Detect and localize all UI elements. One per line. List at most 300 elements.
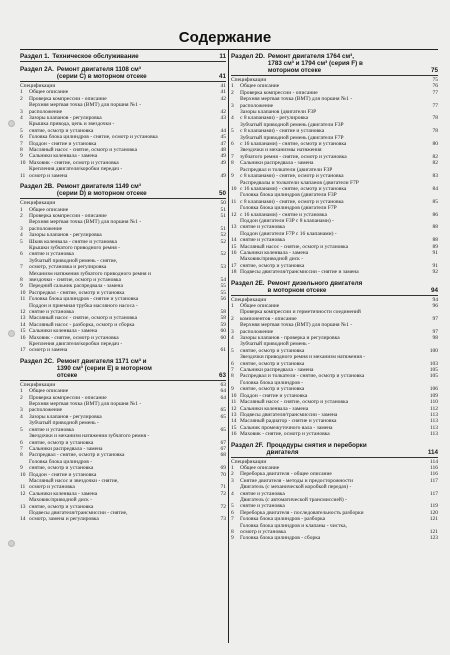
toc-item[interactable] bbox=[231, 431, 438, 437]
item-title: Масляный насос - снятие, осмотр и установка bbox=[29, 315, 138, 322]
item-title: Зубчатый приводной ремень (двигатели F3P с 8 клапанами) - снятие и установка bbox=[240, 121, 344, 135]
item-page-number: 94 bbox=[432, 296, 438, 303]
item-title: Головка блока цилиндров (двигатели F3P с 8 клапанами) - снятие, осмотр и установка bbox=[240, 192, 344, 205]
item-number: 12 bbox=[231, 211, 237, 218]
item-number: 11 bbox=[20, 484, 26, 491]
item-title: Зубчатый приводной ремень - снятие, осмотр, установка и регулировка bbox=[29, 257, 118, 271]
section-page-number: 63 bbox=[218, 371, 226, 379]
item-number: 5 bbox=[231, 503, 234, 510]
item-number: 7 bbox=[231, 516, 234, 523]
toc-item[interactable] bbox=[20, 121, 226, 134]
item-number: 5 bbox=[231, 347, 234, 354]
item-title: Масляный насос - снятие, осмотр и установка bbox=[29, 147, 138, 154]
toc-section bbox=[231, 278, 438, 438]
item-title: Зубчатый приводной ремень - снятие, осмотр и установка bbox=[240, 341, 310, 354]
section-title: Процедуры снятия и переборки двигателя bbox=[266, 441, 367, 456]
item-title: Поддон - снятие и установка bbox=[29, 471, 97, 478]
item-page-number: 65 bbox=[220, 426, 226, 433]
item-page-number: 51 bbox=[220, 225, 226, 232]
item-title: Спецификации bbox=[20, 83, 56, 89]
item-page-number: 96 bbox=[432, 303, 438, 309]
binder-hole bbox=[8, 540, 15, 547]
item-number: 7 bbox=[20, 445, 23, 452]
toc-item[interactable] bbox=[20, 341, 226, 354]
item-page-number: 120 bbox=[429, 509, 438, 516]
item-page-number: 83 bbox=[432, 173, 438, 180]
toc-item[interactable] bbox=[20, 510, 226, 523]
item-number: 7 bbox=[20, 264, 23, 271]
item-number: 11 bbox=[20, 296, 26, 303]
item-number: 3 bbox=[20, 225, 23, 232]
item-number: 6 bbox=[20, 251, 23, 258]
section-page-number: 75 bbox=[430, 67, 438, 74]
item-page-number: 43 bbox=[220, 115, 226, 122]
item-number: 11 bbox=[20, 172, 26, 179]
toc-item[interactable] bbox=[231, 322, 438, 335]
item-number: 6 bbox=[231, 509, 234, 516]
item-page-number: 85 bbox=[432, 198, 438, 205]
item-page-number: 42 bbox=[220, 108, 226, 115]
item-page-number: 53 bbox=[220, 264, 226, 271]
section-number: Раздел 2F. bbox=[231, 441, 264, 449]
item-title: Распредвалы и толкатели клапанов (двигатели F7P с 16 клапанами) - снятие, осмотр и установка bbox=[240, 179, 359, 192]
item-number: 10 bbox=[231, 185, 237, 192]
toc-item[interactable] bbox=[231, 497, 438, 510]
item-title: Общее описание bbox=[29, 388, 69, 395]
item-page-number: 91 bbox=[432, 249, 438, 256]
section-heading[interactable] bbox=[231, 440, 438, 458]
toc-item[interactable] bbox=[20, 433, 226, 446]
item-page-number: 51 bbox=[220, 206, 226, 213]
toc-item[interactable] bbox=[20, 219, 226, 232]
item-title: Распредвал - снятие, осмотр и установка bbox=[29, 452, 125, 459]
item-number: 11 bbox=[231, 198, 237, 205]
item-number: 4 bbox=[20, 413, 23, 420]
item-number: 9 bbox=[231, 386, 234, 393]
item-number: 9 bbox=[20, 465, 23, 472]
item-page-number: 88 bbox=[432, 237, 438, 244]
item-page-number: 77 bbox=[432, 102, 438, 109]
section-item-list bbox=[20, 82, 226, 179]
item-title: Крышка привода, цепь и звездочки - снятие, осмотр и установка bbox=[29, 121, 115, 134]
item-title: Подвесы двигателя/трансмиссии - замена bbox=[240, 411, 338, 418]
item-title: Головка блока цилиндров (двигатели F7P с 16 клапанами) - снятие и установка bbox=[240, 205, 337, 218]
section-number: Раздел 1. bbox=[20, 53, 50, 60]
item-page-number: 116 bbox=[429, 471, 438, 478]
item-number: 12 bbox=[20, 309, 26, 315]
item-page-number: 54 bbox=[220, 276, 226, 283]
item-number: 1 bbox=[20, 388, 23, 395]
toc-item[interactable] bbox=[20, 478, 226, 491]
section-item-list bbox=[20, 199, 226, 354]
item-page-number: 60 bbox=[220, 328, 226, 335]
item-number: 3 bbox=[231, 102, 234, 109]
item-page-number: 55 bbox=[220, 289, 226, 296]
item-title: Поддон и приемная трубка масляного насоса - снятие и установка bbox=[29, 302, 138, 315]
item-page-number: 42 bbox=[220, 95, 226, 102]
item-page-number: 64 bbox=[220, 388, 226, 395]
section-item-list bbox=[20, 381, 226, 523]
item-number: 7 bbox=[20, 140, 23, 147]
item-page-number: 65 bbox=[220, 413, 226, 420]
item-page-number: 121 bbox=[429, 516, 438, 523]
item-page-number: 113 bbox=[429, 418, 438, 425]
item-title: Зубчатый приводной ремень - снятие и установка bbox=[29, 420, 99, 433]
toc-item[interactable] bbox=[20, 245, 226, 258]
section-title: Ремонт дизельного двигателя в моторном отсеке bbox=[267, 279, 363, 294]
item-title: Общее описание bbox=[29, 206, 69, 213]
item-title: Зазоры клапанов - регулировка bbox=[29, 115, 102, 122]
item-title: Маховик - снятие, осмотр и установка bbox=[29, 159, 119, 166]
item-title: Крепления двигателя/коробки передач - осмотр и замена bbox=[29, 341, 123, 354]
toc-item[interactable] bbox=[231, 192, 438, 205]
item-number: 6 bbox=[231, 141, 234, 148]
binder-hole bbox=[8, 330, 15, 337]
section-page-number: 11 bbox=[219, 53, 226, 60]
item-title: Спецификации bbox=[231, 296, 267, 303]
item-number: 9 bbox=[231, 535, 234, 542]
item-number: 1 bbox=[20, 89, 23, 96]
item-page-number: 49 bbox=[220, 153, 226, 160]
item-title: Спецификации bbox=[231, 77, 267, 83]
item-page-number: 59 bbox=[220, 321, 226, 328]
item-number: 2 bbox=[231, 471, 234, 478]
item-title: Механизм натяжения зубчатого приводного ремня и звездочки - снятие, осмотр и установка bbox=[29, 270, 151, 283]
item-title: Масляный насос - разборка, осмотр и сборка bbox=[29, 321, 135, 328]
item-page-number: 49 bbox=[220, 172, 226, 179]
item-title: Крепления двигателя/коробки передач - осмотр и замена bbox=[29, 166, 123, 179]
section-number: Раздел 2D. bbox=[231, 53, 265, 60]
item-page-number: 63 bbox=[220, 381, 226, 388]
item-page-number: 92 bbox=[432, 269, 438, 276]
item-title: Зазоры клапанов - регулировка bbox=[29, 413, 102, 420]
section-heading[interactable] bbox=[20, 51, 226, 62]
section-item-list bbox=[231, 76, 438, 276]
item-number: 4 bbox=[20, 115, 23, 122]
item-page-number: 98 bbox=[432, 335, 438, 342]
item-title: Головка блока цилиндров - снятие и установка bbox=[29, 296, 139, 303]
toc-item[interactable] bbox=[231, 309, 438, 322]
item-page-number: 70 bbox=[220, 471, 226, 478]
toc-item[interactable] bbox=[20, 102, 226, 115]
item-page-number: 114 bbox=[429, 458, 438, 465]
item-page-number: 113 bbox=[429, 424, 438, 431]
item-title: Распредвал - снятие, осмотр и установка bbox=[29, 289, 125, 296]
item-number: 16 bbox=[20, 334, 26, 341]
item-title: Головка блока цилиндров - сборка bbox=[240, 535, 321, 542]
item-title: Проверка компрессии - описание bbox=[29, 394, 107, 401]
item-page-number: 68 bbox=[220, 452, 226, 459]
item-title: Поддон - снятие и установка bbox=[240, 392, 308, 399]
item-page-number: 44 bbox=[220, 127, 226, 134]
item-number: 8 bbox=[231, 529, 234, 535]
toc-item[interactable] bbox=[231, 354, 438, 367]
toc-item[interactable] bbox=[20, 258, 226, 271]
item-page-number: 49 bbox=[220, 159, 226, 166]
section-title: Ремонт двигателя 1149 см³ (серии D) в моторном отсеке bbox=[56, 183, 147, 198]
item-title: Общее описание bbox=[29, 89, 69, 96]
item-title: Поддон (двигатели F3P с 8 клапанами) - снятие и установка bbox=[240, 217, 334, 231]
page-title: Содержание bbox=[178, 29, 272, 46]
item-number: 13 bbox=[231, 224, 237, 231]
item-title: Подвесы двигателя/трансмиссии - снятие и замена bbox=[240, 269, 359, 276]
item-page-number: 86 bbox=[432, 211, 438, 218]
item-title: Подвесы двигателя/трансмиссии - снятие, осмотр, замена и регулировка bbox=[29, 509, 128, 523]
item-title: Сальник промежуточного вала - замена bbox=[240, 424, 333, 431]
item-number: 16 bbox=[231, 249, 237, 256]
item-number: 5 bbox=[20, 127, 23, 134]
right-column bbox=[231, 51, 438, 544]
toc-item[interactable] bbox=[20, 271, 226, 284]
item-number: 10 bbox=[20, 289, 26, 296]
item-title: Двигатель (с механической коробкой передач) - снятие и установка bbox=[240, 484, 352, 497]
item-page-number: 69 bbox=[220, 465, 226, 472]
item-number: 7 bbox=[231, 153, 234, 160]
item-page-number: 52 bbox=[220, 238, 226, 245]
toc-item[interactable] bbox=[231, 269, 438, 275]
item-number: 1 bbox=[231, 83, 234, 90]
item-title: Верхняя мертвая точка (ВМТ) для поршня №1 - расположение bbox=[240, 96, 353, 109]
toc-item[interactable] bbox=[231, 96, 438, 109]
item-title: Зазоры клапанов - регулировка bbox=[29, 232, 102, 239]
item-title: Снятие двигателя - методы и предосторожности bbox=[240, 477, 353, 484]
toc-item[interactable] bbox=[231, 341, 438, 354]
item-number: 5 bbox=[20, 426, 23, 433]
item-page-number: 58 bbox=[220, 309, 226, 315]
toc-item[interactable] bbox=[231, 484, 438, 497]
item-number: 5 bbox=[20, 238, 23, 245]
item-page-number: 56 bbox=[220, 296, 226, 303]
toc-item[interactable] bbox=[20, 459, 226, 472]
item-title: Маховик - снятие, осмотр и установка bbox=[240, 431, 330, 438]
item-title: Передний сальник распредвала - замена bbox=[29, 283, 123, 290]
toc-item[interactable] bbox=[231, 231, 438, 244]
toc-item[interactable] bbox=[20, 166, 226, 179]
item-page-number: 121 bbox=[429, 529, 438, 535]
item-number: 13 bbox=[231, 411, 237, 418]
item-title: Головка блока цилиндров - разборка bbox=[240, 516, 326, 523]
item-title: Зазоры клапанов - проверка и регулировка bbox=[240, 335, 340, 342]
column-divider bbox=[228, 49, 229, 643]
item-title: Сальники распредвала - замена bbox=[29, 445, 103, 452]
item-number: 6 bbox=[20, 134, 23, 141]
item-page-number: 117 bbox=[429, 490, 438, 497]
item-number: 17 bbox=[20, 347, 26, 354]
item-page-number: 105 bbox=[429, 367, 438, 374]
item-title: Зубчатый приводной ремень (двигатели F7P с 16 клапанами) - снятие, осмотр и установка bbox=[240, 134, 347, 148]
item-title: Спецификации bbox=[20, 200, 56, 207]
item-page-number: 61 bbox=[220, 347, 226, 354]
item-number: 7 bbox=[231, 367, 234, 374]
item-title: Проверка компрессии - описание bbox=[29, 212, 107, 219]
toc-item[interactable] bbox=[231, 135, 438, 148]
item-title: Спецификации bbox=[231, 458, 267, 465]
item-page-number: 105 bbox=[429, 373, 438, 380]
toc-item[interactable] bbox=[231, 167, 438, 180]
item-page-number: 67 bbox=[220, 445, 226, 452]
item-title: Звездочки и механизмы натяжения зубчатого ремня - снятие, осмотр и установка bbox=[240, 147, 347, 160]
item-page-number: 73 bbox=[220, 516, 226, 523]
item-number: 10 bbox=[231, 392, 237, 399]
item-title: Сальники коленвала - замена bbox=[29, 153, 98, 160]
item-number: 8 bbox=[231, 160, 234, 167]
toc-item[interactable] bbox=[231, 523, 438, 536]
toc-item[interactable] bbox=[231, 109, 438, 122]
toc-item[interactable] bbox=[20, 497, 226, 510]
item-number: 15 bbox=[231, 424, 237, 431]
item-number: 8 bbox=[20, 147, 23, 154]
item-page-number: 116 bbox=[429, 464, 438, 471]
item-page-number: 112 bbox=[429, 405, 438, 412]
section-item-list bbox=[231, 296, 438, 438]
item-page-number: 77 bbox=[432, 89, 438, 96]
section-heading[interactable] bbox=[20, 181, 226, 199]
item-title: Масляный радиатор - снятие и установка bbox=[240, 418, 337, 425]
item-title: Поддон - снятие и установка bbox=[29, 140, 97, 147]
item-number: 4 bbox=[20, 232, 23, 239]
toc-section bbox=[20, 51, 226, 62]
toc-item[interactable] bbox=[231, 535, 438, 541]
item-title: Общее описание bbox=[240, 303, 280, 309]
item-title: Переборка двигателя - общее описание bbox=[240, 471, 332, 478]
item-number: 10 bbox=[20, 471, 26, 478]
item-number: 4 bbox=[231, 115, 234, 122]
binder-hole bbox=[8, 120, 15, 127]
toc-item[interactable] bbox=[20, 420, 226, 433]
toc-section bbox=[231, 440, 438, 542]
item-title: Звездочки приводного ремня и механизм натяжения - снятие, осмотр и установка bbox=[240, 354, 366, 367]
section-heading[interactable] bbox=[20, 64, 226, 82]
item-page-number: 82 bbox=[432, 153, 438, 160]
toc-section bbox=[20, 356, 226, 523]
item-page-number: 55 bbox=[220, 283, 226, 290]
item-number: 5 bbox=[231, 128, 234, 135]
item-page-number: 88 bbox=[432, 224, 438, 231]
toc-item[interactable] bbox=[231, 218, 438, 231]
toc-item[interactable] bbox=[231, 147, 438, 160]
toc-item[interactable] bbox=[231, 380, 438, 393]
item-number: 2 bbox=[20, 95, 23, 102]
section-title: Ремонт двигателя 1108 см³ (серии С) в моторном отсеке bbox=[56, 66, 147, 80]
item-number: 6 bbox=[20, 439, 23, 446]
item-number: 11 bbox=[231, 399, 237, 406]
item-number: 8 bbox=[20, 452, 23, 459]
section-number: Раздел 2А. bbox=[20, 66, 54, 73]
item-page-number: 113 bbox=[429, 411, 438, 418]
item-page-number: 89 bbox=[432, 243, 438, 250]
item-number: 1 bbox=[20, 206, 23, 213]
item-page-number: 48 bbox=[220, 147, 226, 154]
item-page-number: 113 bbox=[429, 431, 438, 438]
item-title: Масляный насос и звездочки - снятие, осмотр и установка bbox=[29, 477, 119, 491]
item-title: Верхняя мертвая точка (ВМТ) для поршня №1 - расположение bbox=[29, 102, 142, 115]
item-page-number: 97 bbox=[432, 328, 438, 335]
item-title: Распредвал и толкатели (двигатели F3P с 8 клапанами) - снятие, осмотр и установка bbox=[240, 166, 344, 180]
toc-section bbox=[20, 181, 226, 354]
item-page-number: 103 bbox=[429, 360, 438, 367]
item-number: 4 bbox=[231, 335, 234, 342]
section-heading[interactable] bbox=[231, 278, 438, 296]
section-page-number: 114 bbox=[427, 448, 438, 456]
item-number: 2 bbox=[231, 315, 234, 322]
item-title: Маховик - снятие, осмотр и установка bbox=[29, 334, 119, 341]
item-title: Звездочки и механизм натяжения зубчатого ремня - снятие, осмотр и установка bbox=[29, 433, 150, 446]
item-number: 2 bbox=[20, 212, 23, 219]
section-heading[interactable] bbox=[231, 51, 438, 76]
item-title: Поддон (двигатели F7P с 16 клапанами) - снятие и установка bbox=[240, 230, 337, 244]
item-number: 14 bbox=[20, 516, 26, 523]
item-number: 12 bbox=[231, 405, 237, 412]
item-number: 18 bbox=[231, 269, 237, 276]
toc-item[interactable] bbox=[231, 205, 438, 218]
section-heading[interactable] bbox=[20, 356, 226, 381]
toc-section bbox=[231, 51, 438, 276]
item-page-number: 52 bbox=[220, 251, 226, 258]
item-page-number: 80 bbox=[432, 141, 438, 148]
toc-item[interactable] bbox=[20, 401, 226, 414]
section-page-number: 94 bbox=[430, 286, 438, 294]
item-title: Общее описание bbox=[240, 464, 280, 471]
item-number: 2 bbox=[231, 89, 234, 96]
item-page-number: 82 bbox=[432, 160, 438, 167]
section-title: Ремонт двигателя 1764 см³, 1783 см³ и 1794 см³ (серия F) в моторном отсеке bbox=[267, 53, 363, 74]
item-number: 9 bbox=[20, 283, 23, 290]
item-title: Зазоры клапанов (двигатели F3P с 8 клапанами) - регулировка bbox=[240, 109, 317, 122]
item-number: 15 bbox=[231, 243, 237, 250]
item-page-number: 76 bbox=[432, 83, 438, 90]
toc-item[interactable] bbox=[231, 256, 438, 269]
toc-item[interactable] bbox=[20, 303, 226, 316]
item-number: 9 bbox=[20, 153, 23, 160]
item-page-number: 78 bbox=[432, 128, 438, 135]
item-page-number: 64 bbox=[220, 394, 226, 401]
item-title: Верхняя мертвая точка (ВМТ) для поршня №1 - расположение bbox=[29, 219, 142, 232]
item-title: Сальники распредвала - замена bbox=[240, 160, 314, 167]
item-number: 3 bbox=[231, 328, 234, 335]
item-page-number: 41 bbox=[220, 89, 226, 96]
item-number: 2 bbox=[20, 394, 23, 401]
item-page-number: 106 bbox=[429, 386, 438, 393]
toc-item[interactable] bbox=[231, 180, 438, 193]
item-page-number: 123 bbox=[429, 535, 438, 542]
section-item-list bbox=[231, 458, 438, 542]
item-title: Распредвал и толкатели - снятие, осмотр и установка bbox=[240, 373, 365, 380]
item-number: 16 bbox=[231, 431, 237, 438]
item-number: 15 bbox=[20, 328, 26, 335]
item-page-number: 47 bbox=[220, 140, 226, 147]
item-page-number: 72 bbox=[220, 490, 226, 497]
item-title: Сальники коленвала - замена bbox=[29, 328, 98, 335]
item-title: Проверка компрессии и герметичности соединений компонентов - описание bbox=[240, 309, 361, 322]
item-title: Общее описание bbox=[240, 83, 280, 90]
section-number: Раздел 2В. bbox=[20, 183, 54, 191]
item-page-number: 71 bbox=[220, 484, 226, 491]
item-number: 3 bbox=[20, 407, 23, 414]
item-page-number: 41 bbox=[220, 83, 226, 89]
item-number: 14 bbox=[231, 418, 237, 425]
item-number: 17 bbox=[231, 262, 237, 269]
item-number: 14 bbox=[231, 237, 237, 244]
item-page-number: 100 bbox=[429, 347, 438, 354]
toc-item[interactable] bbox=[231, 122, 438, 135]
toc-section bbox=[20, 64, 226, 179]
item-title: Маховик/приводной диск - снятие, осмотр и установка bbox=[29, 497, 94, 510]
item-title: Сальники коленвала - замена bbox=[240, 405, 309, 412]
item-number: 3 bbox=[20, 108, 23, 115]
item-number: 10 bbox=[20, 159, 26, 166]
item-title: Маховик/приводной диск - снятие, осмотр и установка bbox=[240, 256, 305, 269]
section-title: Ремонт двигателя 1171 см³ и 1390 см³ (серии Е) в моторном отсеке bbox=[56, 357, 152, 379]
